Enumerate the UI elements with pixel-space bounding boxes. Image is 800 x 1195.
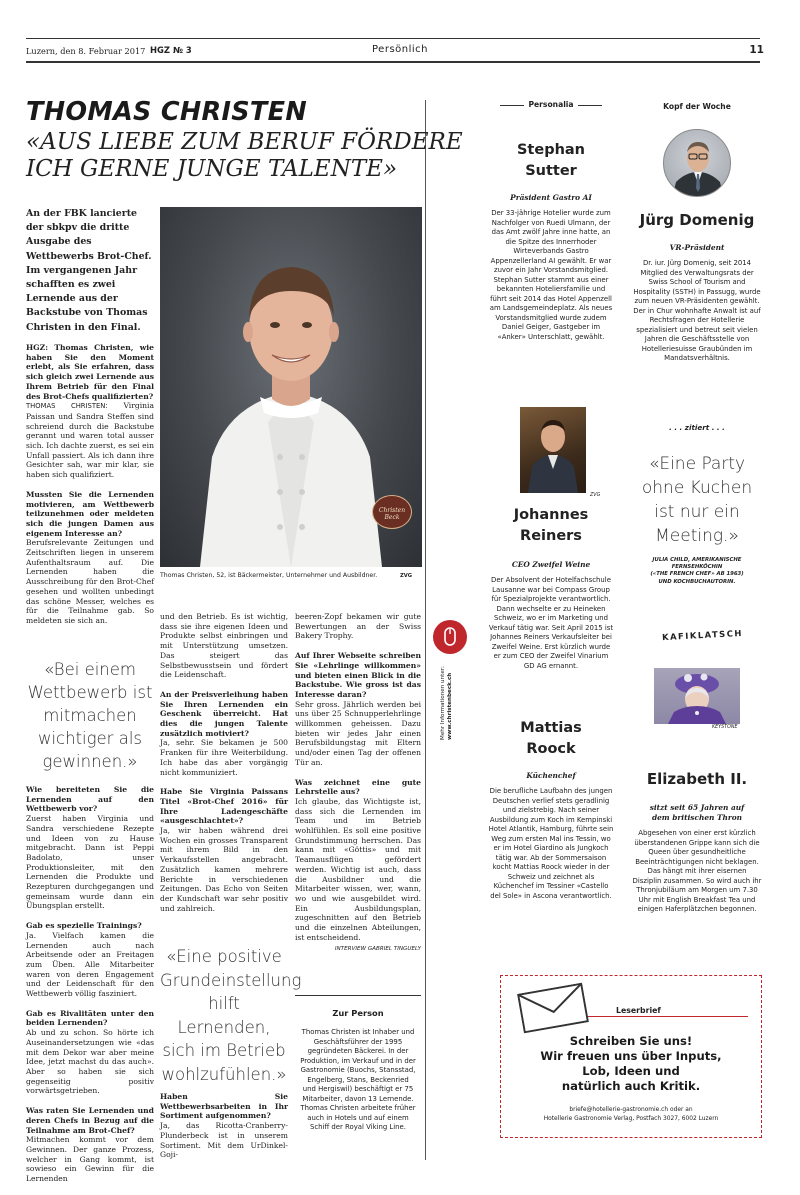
leserbrief-label-rule bbox=[588, 1016, 748, 1017]
leserbrief-headline bbox=[504, 1034, 758, 1094]
answer-7: Ja, sehr. Sie bekamen je 500 Franken für ihre Weiterbildung. Ich habe das aber vorgängig nicht kommuniziert. bbox=[160, 738, 288, 777]
leserbrief-headline-line3: Lob, Ideen und bbox=[582, 1064, 680, 1078]
person-3-role: Küchenchef bbox=[526, 771, 576, 780]
question-10: Auf Ihrer Webseite schreiben Sie «Lehrlinge willkommen» und bieten einen Blick in die Backstube. Wie gross ist das Interesse daran? bbox=[295, 651, 421, 699]
issue-number: HGZ № 3 bbox=[150, 45, 192, 55]
article-column-2-continued bbox=[160, 1092, 288, 1160]
leserbrief-email-link[interactable]: briefe@hotellerie-gastronomie.ch oder an bbox=[569, 1107, 693, 1113]
more-info-mouse-icon bbox=[433, 620, 467, 654]
zitiert-attribution-line3: («THE FRENCH CHEF» AB 1963) bbox=[650, 571, 744, 578]
question-9: Haben Sie Wettbewerbsarbeiten in Ihr Sortiment aufgenommen? bbox=[160, 1092, 288, 1121]
answer-6: Mitmachen kommt vor dem Gewinnen. Der ganze Prozess, welcher in Gang kommt, ist sowieso ein Gewinn für die Lernenden bbox=[26, 1135, 154, 1184]
person-2-role: CEO Zweifel Weine bbox=[511, 560, 591, 569]
leserbrief-headline-line4: natürlich auch Kritik. bbox=[561, 1079, 701, 1093]
zitiert-label: . . . zitiert . . . bbox=[669, 423, 725, 432]
zitiert-attribution-line4: UND KOCHBUCHAUTORIN. bbox=[658, 578, 736, 585]
jacket-badge bbox=[372, 495, 412, 529]
answer-1-speaker: THOMAS CHRISTEN: bbox=[26, 402, 108, 411]
leserbrief-postal-address: Hotellerie Gastronomie Verlag, Postfach 3027, 6002 Luzern bbox=[543, 1116, 719, 1122]
kafiklatsch-role: sitzt seit 65 Jahren auf dem britischen Thron bbox=[649, 803, 745, 822]
person-2-photo bbox=[520, 407, 586, 493]
personalia-column bbox=[484, 100, 618, 109]
kafiklatsch-name: Elizabeth II. bbox=[646, 770, 748, 788]
leserbrief-contact[interactable] bbox=[504, 1106, 758, 1124]
top-rule bbox=[26, 38, 760, 39]
more-info-text[interactable] bbox=[440, 666, 454, 740]
person-1-first-name: Stephan bbox=[516, 142, 586, 158]
zur-person-text: Thomas Christen ist Inhaber und Geschäftsführer der 1995 gegründeten Bäckerei. In der Produktion, im Verkauf und in der Gastronomie (Buochs, Stansstad, Engelberg, Stans, Beckenried und Hergiswil) beschäftigt er 75 Mitarbeiter, davon 13 Lernende. Thomas Christen arbeitete früher auch in Hotels und auf einem Schiff der Royal Viking Line. bbox=[300, 1028, 416, 1131]
jacket-badge-text: Christen Beck bbox=[378, 507, 406, 521]
photo-caption: Thomas Christen, 52, ist Bäckermeister, Unternehmer und Ausbildner. bbox=[160, 572, 378, 579]
zitiert-attribution bbox=[628, 557, 766, 586]
kopf-role: VR-Präsident bbox=[669, 243, 725, 252]
kopf-name: Jürg Domenig bbox=[639, 211, 755, 229]
kopf-portrait-photo bbox=[663, 129, 731, 197]
kafiklatsch-text: Abgesehen von einer erst kürzlich überstandenen Grippe kann sich die Queen über gesundheitliche Beeinträchtigungen nicht beklagen. Das hängt mit ihrer eisernen Disziplin zusammen. So wird auch ihr Thronjubiläum am Morgen um 7.30 Uhr mit English Breakfast Tea und einigen Haferplätzchen begonnen. bbox=[632, 829, 762, 913]
article-title: THOMAS CHRISTEN bbox=[26, 97, 307, 127]
issue-date: Luzern, den 8. Februar 2017 bbox=[26, 46, 146, 56]
answer-3: Zuerst haben Virginia und Sandra verschiedene Rezepte und Ideen von zu Hause mitgebracht. Dann ist Peppi Badolato, unser Produktionsleiter, mit den Lernenden die Produkte und Rezepturen durchgegangen und gemeinsam wurde dann ein Übungsplan erstellt. bbox=[26, 814, 154, 911]
zur-person-rule bbox=[295, 995, 421, 996]
person-3-text: Die berufliche Laufbahn des jungen Deutschen verlief stets geradlinig und zielstrebig. Nach seiner Ausbildung zum Koch im Kempinski Hotel Atlantik, Hamburg, führte sein Weg zum ersten Mal ins Tessin, wo er im Hotel Giardino als Jungkoch tätig war. Ab der Sommersaison kocht Mattias Roock wieder in der Schweiz und zeichnet als Küchenchef im Tessiner «Castello del Sole» in Ascona verantwortlich. bbox=[488, 787, 614, 900]
article-lead: An der FBK lancierte der sbkpv die dritte Ausgabe des Wettbewerbs Brot-Chef. Im vergangenen Jahr schafften es zwei Lernende aus der Backstube von Thomas Christen in den Final. bbox=[26, 208, 152, 333]
kopf-text: Dr. iur. Jürg Domenig, seit 2014 Mitglied des Verwaltungsrats der Swiss School of Tourism and Hospitality (SSTH) in Passugg, wurde zum neuen VR-Präsidenten gewählt. Der in Chur wohnhafte Anwalt ist auf Rechtsfragen der Hotellerie spezialisiert und betreut seit vielen Jahren die Geschäftsstelle von Hotelleriesuisse Graubünden im Mandatsverhältnis. bbox=[633, 259, 761, 362]
more-info-link[interactable]: www.christenbeck.ch bbox=[447, 672, 454, 740]
person-1-last-name: Sutter bbox=[525, 163, 577, 179]
section-title: Persönlich bbox=[372, 44, 428, 55]
person-2-name bbox=[484, 505, 618, 547]
article-column-1-continued bbox=[26, 785, 154, 1184]
page-number: 11 bbox=[749, 44, 764, 56]
zitiert-attribution-line2: FERNSEHKÖCHIN bbox=[671, 564, 723, 571]
question-11: Was zeichnet eine gute Lehrstelle aus? bbox=[295, 777, 421, 797]
answer-9-continued: beeren-Zopf bekamen wir gute Bewertungen an der Swiss Bakery Trophy. bbox=[295, 612, 421, 641]
zitiert-attribution-line1: JULIA CHILD, AMERIKANISCHE bbox=[652, 557, 742, 563]
more-info-label: Mehr Informationen unter: bbox=[440, 666, 446, 740]
question-7: An der Preisverleihung haben Sie Ihren Lernenden ein Geschenk überreicht. Hat dies die jungen Talente zusätzlich motiviert? bbox=[160, 689, 288, 738]
question-2: Mussten Sie die Lernenden motivieren, am Wettbewerb teilzunehmen oder meldeten sich die jungen Damen aus eigenem Interesse an? bbox=[26, 489, 154, 538]
kopf-der-woche-label: Kopf der Woche bbox=[663, 102, 731, 111]
answer-8: Ja, wir haben während drei Wochen ein grosses Transparent mit ihrem Bild in den Verkaufsstellen angebracht. Zusätzlich kamen mehrere Berichte in verschiedenen Zeitungen. Das Echo von Seiten der Kundschaft war sehr positiv und zahlreich. bbox=[160, 826, 288, 913]
pull-quote-1: «Bei einem Wettbewerb ist mitmachen wichtiger als gewinnen.» bbox=[27, 660, 153, 771]
pull-quote-2: «Eine positive Grundeinstellung hilft Lernenden, sich im Betrieb wohlzufühlen.» bbox=[160, 947, 302, 1084]
answer-6-continued: und den Betrieb. Es ist wichtig, dass sie ihre eigenen Ideen und Produkte selbst einbringen und mit Unterstützung umsetzen. Das steigert das Selbstbewusstsein und fördert die Leidenschaft. bbox=[160, 612, 288, 680]
zur-person-title: Zur Person bbox=[332, 1008, 384, 1018]
zitiert-quote: «Eine Party ohne Kuchen ist nur ein Meeting.» bbox=[641, 454, 753, 546]
question-1: HGZ: Thomas Christen, wie haben Sie den Moment erlebt, als Sie erfahren, dass sich gleich zwei Lernende aus Ihrem Betrieb für den Final des Brot-Chefs qualifizierten? bbox=[26, 343, 154, 401]
person-2-photo-credit: ZVG bbox=[590, 493, 601, 498]
person-3-first-name: Mattias bbox=[520, 720, 582, 736]
question-8: Habe Sie Virginia Paissans Titel «Brot-Chef 2016» für Ihre Ladengeschäfte «ausgeschlachtet»? bbox=[160, 787, 288, 826]
kafiklatsch-label: KAFIKLATSCH bbox=[661, 627, 744, 643]
person-1-name bbox=[484, 140, 618, 182]
leserbrief-headline-line2: Wir freuen uns über Inputs, bbox=[540, 1049, 722, 1063]
portrait-photo bbox=[160, 207, 422, 567]
article-column-3 bbox=[295, 612, 421, 952]
answer-4: Ja. Vielfach kamen die Lernenden auch nach Arbeitsende oder an Freitagen zum Üben. Alle Mitarbeiter waren von deren Engagement und der Leidenschaft für den Wettbewerb völlig fasziniert. bbox=[26, 930, 154, 999]
header-rule bbox=[26, 61, 760, 63]
answer-5: Ab und zu schon. So hörte ich Auseinandersetzungen wie «das mit dem Dekor war aber meine Idee, jetzt machst du das auch». Aber so haben sie sich gegenseitig positiv vorwärtsgetrieben. bbox=[26, 1028, 154, 1096]
question-5: Gab es Rivalitäten unter den beiden Lernenden? bbox=[26, 1008, 154, 1028]
question-4: Gab es spezielle Trainings? bbox=[26, 921, 142, 931]
photo-credit: ZVG bbox=[400, 573, 413, 579]
column-divider bbox=[425, 100, 426, 1160]
article-column-2 bbox=[160, 612, 288, 913]
person-3-name bbox=[484, 718, 618, 760]
question-6: Was raten Sie Lernenden und deren Chefs in Bezug auf die Teilnahme am Brot-Chef? bbox=[26, 1106, 154, 1135]
answer-2: Berufsrelevante Zeitungen und Zeitschriften liegen in unserem Aufenthaltsraum auf. Die Lernenden haben die Ausschreibung für den Brot-Chef gesehen und wollten unbedingt das schöne Messer, welches es für die Teilnahme gab. So meldeten sie sich an. bbox=[26, 538, 154, 625]
person-3-last-name: Roock bbox=[526, 741, 576, 757]
kafiklatsch-photo bbox=[654, 668, 740, 724]
leserbrief-label: Leserbrief bbox=[610, 1006, 667, 1015]
person-2-text: Der Absolvent der Hotelfachschule Lausanne war bei Compass Group für Spezialprojekte verantwortlich. Dann wechselte er zu Heineken Schweiz, wo er im Marketing und Verkauf tätig war. Seit April 2015 ist Johannes Reiners Verkaufsleiter bei Zweifel Weine. Erst kürzlich wurde er zum CEO der Zweifel Vinarium GD AG ernannt. bbox=[488, 576, 614, 670]
kafiklatsch-photo-credit: KEYSTONE bbox=[712, 725, 738, 730]
answer-11: Ich glaube, das Wichtigste ist, dass sich die Lernenden im Team und im Betrieb wohlfühlen. Es soll eine positive Grundstimmung herrschen. Das kann mit «Göttis» und mit Teamausflügen gefördert werden. Wichtig ist auch, dass die Ausbildner und die Mitarbeiter wissen, wer, wann, wo und wie ausgebildet wird. Ein Ausbildungsplan, zugeschnitten auf den Betrieb und die einzelnen Abteilungen, ist entscheidend. bbox=[295, 796, 421, 942]
interview-credit: INTERVIEW GABRIEL TINGUELY bbox=[334, 945, 421, 952]
article-subtitle-line2: ICH GERNE JUNGE TALENTE» bbox=[26, 156, 398, 182]
answer-1: Virginia Paissan und Sandra Steffen sind schreiend durch die Backstube gerannt und waren total ausser sich. Ich dachte zuerst, es sei ein Unfall passiert. Als ich dann ihre Gesichter sah, war mir klar, sie haben sich qualifiziert. bbox=[26, 401, 154, 480]
article-column-1 bbox=[26, 343, 154, 626]
answer-9: Ja, das Ricotta-Cranberry-Plunderbeck ist in unserem Sortiment. Mit dem UrDinkel-Goji- bbox=[160, 1121, 288, 1160]
person-1-text: Der 33-jährige Hotelier wurde zum Nachfolger von Ruedi Ulmann, der das Amt zwölf Jahre inne hatte, an die Spitze des Innerrhoder Wirteverbands Gastro Appenzellerland AI gewählt. Er war zuvor ein Jahr Vorstandsmitglied. Stephan Sutter stammt aus einer bekannten Hoteliersfamilie und führt seit 2014 das Hotel Appenzell am Landsgemeindeplatz. Als neues Vorstandsmitglied wurde zudem Daniel Geiger, Gastgeber im «Anker» Unterschlatt, gewählt. bbox=[489, 209, 613, 341]
person-2-last-name: Reiners bbox=[520, 528, 582, 544]
personalia-label-text: Personalia bbox=[528, 100, 574, 109]
answer-10: Sehr gross. Jährlich werden bei uns über 25 Schnupperlehrlinge willkommen geheissen. Dazu bieten wir jedes Jahr einen Berufsbildungstag mit Eltern und/oder einen Tag der offenen Tür an. bbox=[295, 699, 421, 767]
personalia-label bbox=[484, 100, 618, 109]
question-3: Wie bereiteten Sie die Lernenden auf den Wettbewerb vor? bbox=[26, 785, 154, 814]
leserbrief-headline-line1: Schreiben Sie uns! bbox=[569, 1034, 693, 1048]
person-1-role: Präsident Gastro AI bbox=[510, 193, 592, 202]
article-subtitle-line1: «AUS LIEBE ZUM BERUF FÖRDERE bbox=[26, 129, 463, 155]
person-2-first-name: Johannes bbox=[513, 507, 589, 523]
